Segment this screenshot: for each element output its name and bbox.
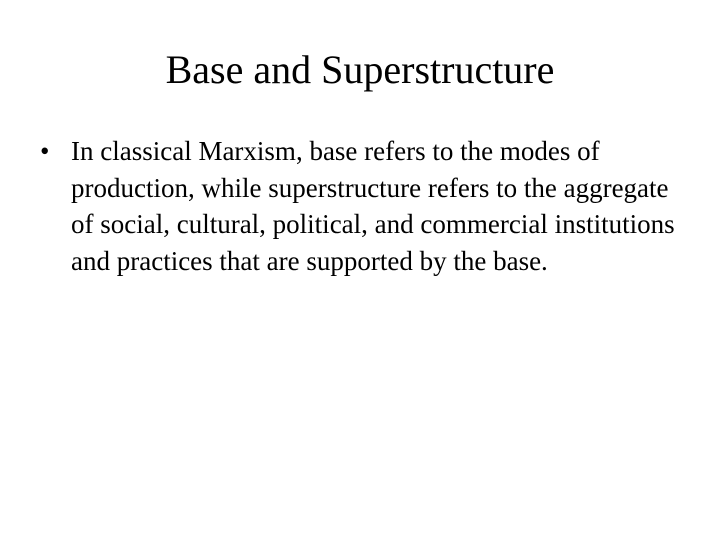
slide-title: Base and Superstructure [165,47,555,92]
bullet-item [40,133,680,279]
bullet-icon: • [40,136,50,166]
bullet-text: In classical Marxism, base refers to the modes of production, while superstructure refers to the aggregate of social, cultural, political, and commercial institutions and practices that are supported by the base. [71,136,675,276]
bullet-list [40,133,680,279]
